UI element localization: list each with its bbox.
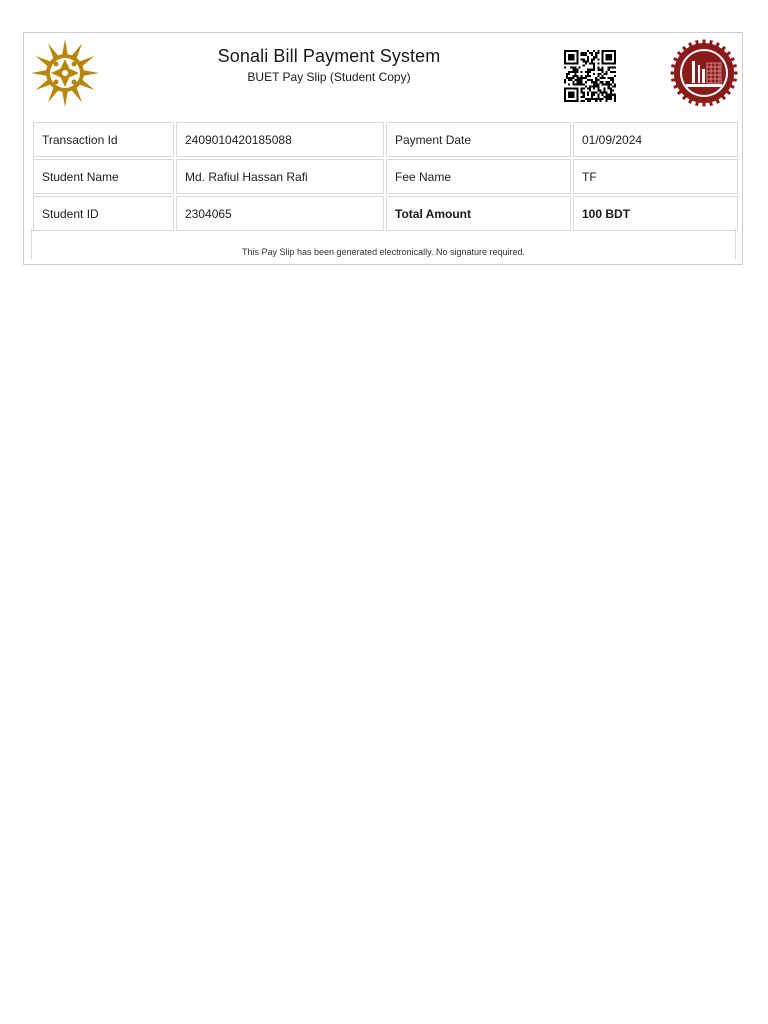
page-title: Sonali Bill Payment System (217, 46, 441, 66)
payment-date-label: Payment Date (386, 122, 571, 157)
footer-note: This Pay Slip has been generated electronically. No signature required. (242, 247, 525, 257)
sonali-bank-sun-logo-icon (29, 39, 101, 107)
slip-footer (31, 229, 736, 259)
buet-seal-logo-icon (668, 39, 740, 107)
title-block (174, 45, 484, 84)
qr-code-icon (563, 50, 617, 102)
slip-header (24, 33, 742, 117)
payment-details-table (31, 120, 740, 233)
fee-name-label: Fee Name (386, 159, 571, 194)
transaction-id-value: 2409010420185088 (176, 122, 384, 157)
transaction-id-label: Transaction Id (33, 122, 174, 157)
fee-name-value: TF (573, 159, 738, 194)
pay-slip (23, 32, 743, 265)
student-name-label: Student Name (33, 159, 174, 194)
student-id-value: 2304065 (176, 196, 384, 231)
payment-date-value: 01/09/2024 (573, 122, 738, 157)
student-id-label: Student ID (33, 196, 174, 231)
table-row (33, 122, 738, 157)
table-row (33, 196, 738, 231)
table-row (33, 159, 738, 194)
total-amount-label: Total Amount (386, 196, 571, 231)
page-subtitle: BUET Pay Slip (Student Copy) (247, 70, 411, 84)
total-amount-value: 100 BDT (573, 196, 738, 231)
student-name-value: Md. Rafiul Hassan Rafi (176, 159, 384, 194)
